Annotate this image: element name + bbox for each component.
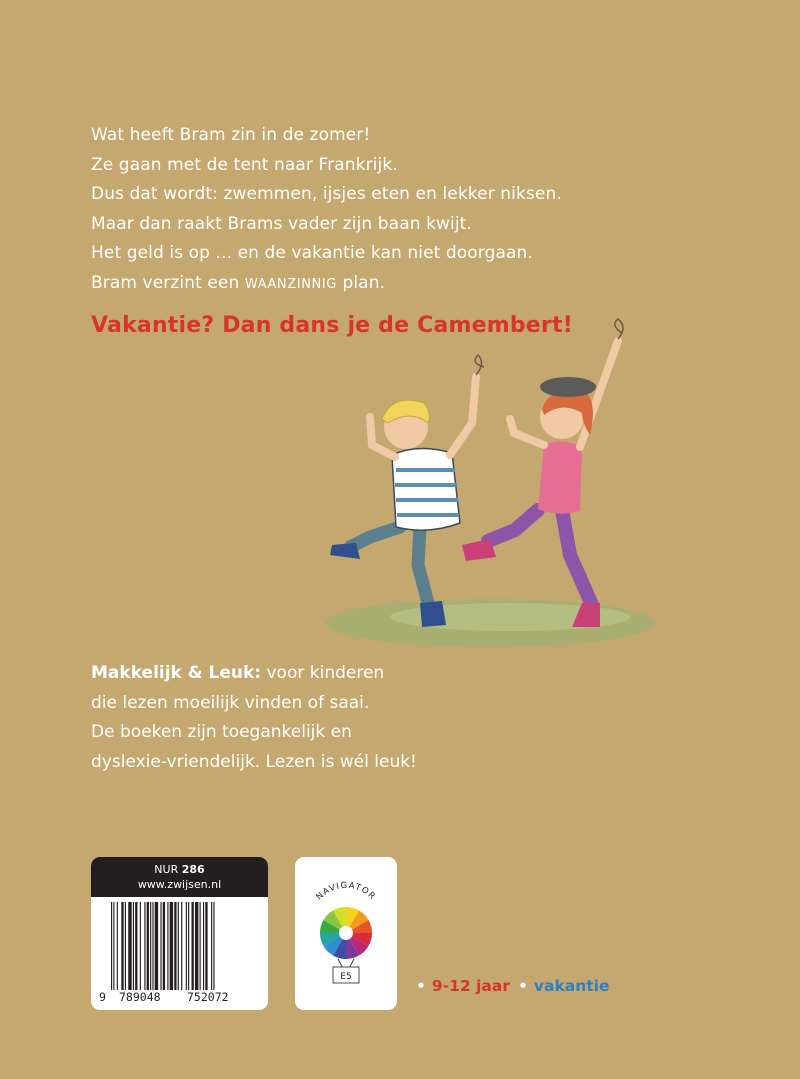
- barcode-digit-first: 9: [99, 990, 106, 1004]
- blurb-last-prefix: Bram verzint een: [91, 272, 245, 293]
- barcode-bar: [170, 902, 173, 990]
- blurb-text: [91, 121, 691, 299]
- barcode-bar: [174, 902, 176, 990]
- dancing-kids-illustration: [300, 305, 660, 665]
- blurb-line: Het geld is op ... en de vakantie kan niet doorgaan.: [91, 243, 533, 263]
- barcode-bar: [178, 902, 179, 990]
- series-line: De boeken zijn toegankelijk en: [91, 722, 352, 742]
- barcode-header: [91, 857, 268, 897]
- navigator-word: NAVIGATOR: [314, 880, 378, 903]
- barcode-bar: [205, 902, 207, 990]
- series-line: die lezen moeilijk vinden of saai.: [91, 692, 370, 713]
- navigator-level: E5: [340, 972, 352, 982]
- barcode-bar: [213, 902, 214, 990]
- barcode-bar: [160, 902, 161, 990]
- barcode-bar: [147, 902, 149, 990]
- tagline: Vakantie? Dan dans je de Camembert!: [91, 313, 573, 338]
- nur-value: 286: [181, 863, 205, 876]
- barcode-bar: [167, 902, 168, 990]
- barcode-bar: [155, 902, 158, 990]
- barcode-bar: [128, 902, 131, 990]
- barcode-bar: [117, 902, 118, 990]
- series-line: dyslexie-vriendelijk. Lezen is wél leuk!: [91, 751, 417, 772]
- nur-code: [91, 862, 268, 877]
- level-badges: [416, 977, 610, 995]
- barcode-bar: [203, 902, 204, 990]
- barcode-bar: [186, 902, 187, 990]
- wheel-center: [339, 926, 353, 940]
- barcode-bar: [152, 902, 153, 990]
- blurb-line: Dus dat wordt: zwemmen, ijsjes eten en lekker niksen.: [91, 184, 562, 204]
- barcode-bar: [200, 902, 201, 990]
- barcode-digits-group2: 752072: [187, 990, 229, 1004]
- barcode-bar: [140, 902, 141, 990]
- series-line: [91, 659, 611, 689]
- barcode-bars: [111, 902, 251, 990]
- publisher-website: www.zwijsen.nl: [137, 878, 222, 891]
- barcode-bar: [144, 902, 145, 990]
- bullet-icon: •: [517, 977, 528, 995]
- barcode-card: [91, 857, 268, 1010]
- barcode-bar: [188, 902, 189, 990]
- barcode-bar: [133, 902, 134, 990]
- nur-label: NUR: [154, 863, 182, 876]
- series-description: [91, 659, 611, 777]
- blurb-line: Maar dan raakt Brams vader zijn baan kwijt.: [91, 213, 472, 234]
- barcode-bar: [125, 902, 126, 990]
- barcode-bar: [121, 902, 123, 990]
- navigator-card: [295, 857, 397, 1010]
- blurb-emphasis: WAANZINNIG: [244, 276, 337, 292]
- blurb-line: Wat heeft Bram zin in de zomer!: [91, 125, 371, 145]
- series-name: Makkelijk & Leuk:: [91, 663, 262, 683]
- barcode-bar: [195, 902, 198, 990]
- barcode-bar: [211, 902, 212, 990]
- barcode-digits-group1: 789048: [119, 990, 161, 1004]
- barcode-bar: [113, 902, 114, 990]
- blurb-line: Ze gaan met de tent naar Frankrijk.: [91, 154, 398, 175]
- barcode-bar: [150, 902, 151, 990]
- blurb-line: [91, 269, 691, 300]
- barcode-bar: [192, 902, 194, 990]
- barcode-bar: [135, 902, 137, 990]
- barcode-bar: [111, 902, 112, 990]
- age-badge: 9-12 jaar: [431, 977, 510, 995]
- barcode-bar: [181, 902, 182, 990]
- theme-badge: vakantie: [533, 977, 610, 995]
- bullet-icon: •: [416, 977, 426, 995]
- navigator-color-wheel-icon: [295, 857, 397, 1010]
- series-line-rest: voor kinderen: [261, 663, 385, 683]
- barcode-bar: [163, 902, 165, 990]
- blurb-last-suffix: plan.: [336, 272, 386, 293]
